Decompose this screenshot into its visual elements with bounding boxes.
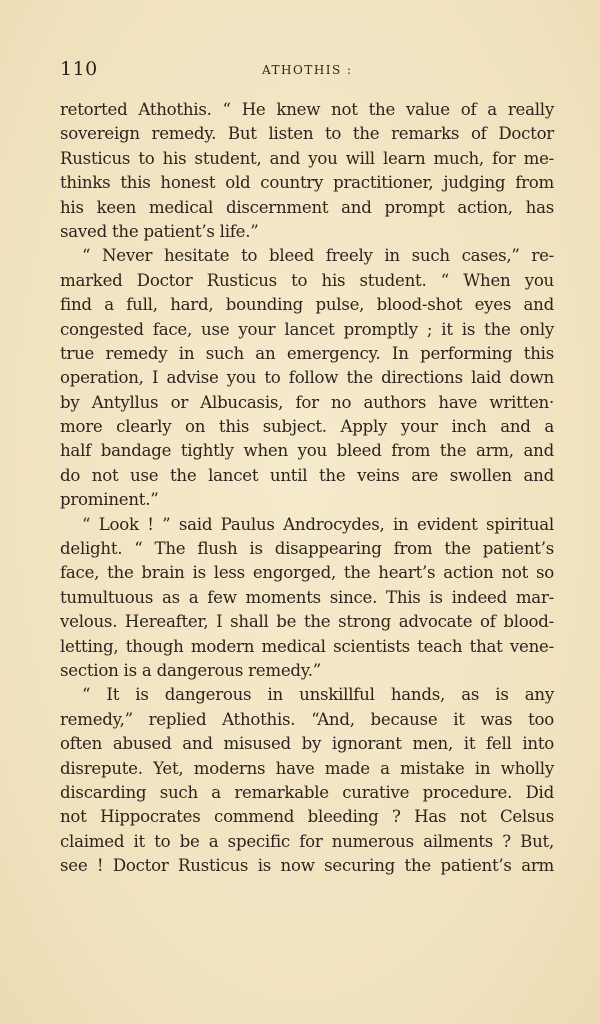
text-line: saved the patient’s life.” [60,221,259,241]
text-line: true remedy in such an emergency. In performing this [60,343,554,363]
text-line: “ Look ! ” said Paulus Androcydes, in evident spiritual [82,514,554,534]
running-title: ATHOTHIS : [262,63,353,77]
text-line: velous. Hereafter, I shall be the strong advocate of blood- [60,612,554,632]
text-line: prominent.” [60,490,159,510]
text-line: delight. “ The flush is disappearing from the patient’s [60,539,554,559]
text-line: see ! Doctor Rusticus is now securing the patient’s arm [60,856,554,876]
text-line: disrepute. Yet, moderns have made a mistake in wholly [60,758,554,778]
running-head [60,58,554,84]
text-line: Rusticus to his student, and you will learn much, for me- [60,148,554,168]
text-line: not Hippocrates commend bleeding ? Has not Celsus [60,807,554,827]
text-line: more clearly on this subject. Apply your inch and a [60,417,554,437]
text-line: tumultuous as a few moments since. This is indeed mar- [60,587,554,607]
text-line: remedy,” replied Athothis. “And, because it was too [60,709,554,729]
text-line: retorted Athothis. “ He knew not the value of a really [60,100,554,119]
text-line: section is a dangerous remedy.” [60,660,321,680]
text-line: sovereign remedy. But listen to the remarks of Doctor [60,124,554,144]
text-line: “ It is dangerous in unskillful hands, as is any [82,685,554,705]
text-line: often abused and misused by ignorant men, it fell into [60,734,554,754]
text-line: claimed it to be a specific for numerous ailments ? But, [60,831,554,851]
text-line: letting, though modern medical scientists teach that vene- [60,636,554,656]
text-line: operation, I advise you to follow the directions laid down [60,368,554,388]
text-line: thinks this honest old country practitioner, judging from [60,173,554,193]
text-line: his keen medical discernment and prompt action, has [60,197,554,217]
text-line: congested face, use your lancet promptly ; it is the only [60,319,554,339]
page-number: 110 [60,58,98,80]
text-line: by Antyllus or Albucasis, for no authors have written· [60,392,554,412]
text-line: do not use the lancet until the veins are swollen and [60,465,554,485]
text-line: half bandage tightly when you bleed from the arm, and [60,441,554,461]
text-line: “ Never hesitate to bleed freely in such cases,” re- [82,246,554,266]
text-line: face, the brain is less engorged, the heart’s action not so [60,563,554,583]
text-line: marked Doctor Rusticus to his student. “ When you [60,270,554,290]
text-line: discarding such a remarkable curative procedure. Did [60,782,554,802]
body-text [60,98,554,879]
text-line: find a full, hard, bounding pulse, blood-shot eyes and [60,295,554,315]
